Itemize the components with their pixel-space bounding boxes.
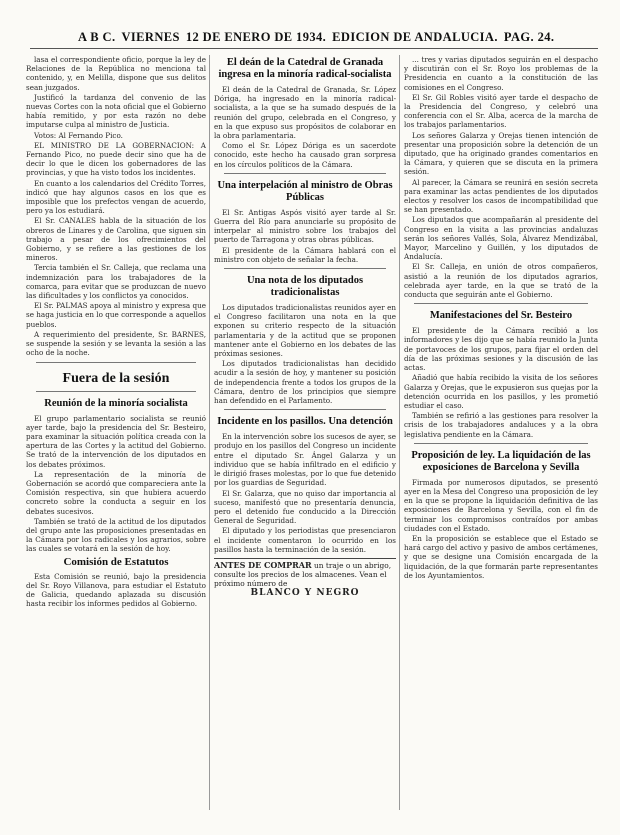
headline-nota-tradicionalistas: Una nota de los diputados tradicionalistas xyxy=(246,275,364,299)
article-paragraph: Tercia también el Sr. Calleja, que reclama una indemnización para los trabajadores de la comarca, para evitar que se produzcan de nuevo las dificultades y los conflictos ya conocidos. xyxy=(26,263,206,301)
article-paragraph: El Sr. CANALES habla de la situación de los obreros de Linares y de Carolina, que siguen sin trabajo a pesar de los ofrecimientos del Gobierno, y se refiere a las gestiones de los mineros. xyxy=(26,216,206,263)
section-rule xyxy=(224,409,386,410)
column-divider xyxy=(399,55,400,810)
article-paragraph: En la proposición se establece que el Estado se hará cargo del activo y pasivo de ambos certámenes, y que se designe una Comisión encargada de la liquidación, de la que formarán parte representantes de los Ayuntamientos. xyxy=(404,533,598,580)
article-paragraph: Firmada por numerosos diputados, se presentó ayer en la Mesa del Congreso una proposición de ley en la que se propone la liquidación definitiva de las exposiciones de Barcelona y Sevilla, con el fin de terminar los compromisos contraídos por ambas ciudades con el Estado. xyxy=(404,477,598,533)
advertisement xyxy=(214,558,396,598)
article-paragraph: El Sr. Calleja, en unión de otros compañeros, asistió a la reunión de los diputados agrarios, celebrada ayer tarde, en la que se trató de la conducta que seguirán ante el Gobierno. xyxy=(404,262,598,300)
masthead-day: VIERNES xyxy=(121,30,180,44)
article-paragraph: El diputado y los periodistas que presenciaron el incidente comentaron lo ocurrido en los pasillos hasta la terminación de la sesión. xyxy=(214,526,396,554)
column-divider xyxy=(209,55,210,810)
article-paragraph: Los diputados tradicionalistas reunidos ayer en el Congreso facilitaron una nota en la que exponen su criterio respecto de la situación parlamentaria y de la actitud que se proponen mantener ante el Gobierno en los debates de las próximas sesiones. xyxy=(214,303,396,359)
headline-comision-estatutos: Comisión de Estatutos xyxy=(63,555,169,568)
article-paragraph: ... tres y varias diputados seguirán en el despacho y discutirán con el Sr. Royo los problemas de la Presidencia en cuanto a la constitución de las comisiones en el Congreso. xyxy=(404,55,598,92)
paper-name: A B C. xyxy=(78,30,116,44)
column-middle xyxy=(214,55,396,815)
article-paragraph: Al parecer, la Cámara se reunirá en sesión secreta para examinar las actas pendientes de los diputados electos y resolver los casos de incompatibilidad que se han presentado. xyxy=(404,177,598,215)
article-paragraph: El presidente de la Cámara hablará con el ministro con objeto de señalar la fecha. xyxy=(214,245,396,264)
headline-incidente-pasillos: Incidente en los pasillos. Una detención xyxy=(217,416,393,428)
masthead xyxy=(78,30,598,45)
section-rule xyxy=(224,268,386,269)
headline-reunion-socialista: Reunión de la minoría socialista xyxy=(44,397,188,409)
article-paragraph: El deán de la Catedral de Granada, Sr. López Dóriga, ha ingresado en la minoría radical-socialista, a la que se ha sumado después de la reunión del grupo, celebrada en el Congreso, y en la que expuso sus propósitos de colaborar en la obra parlamentaria. xyxy=(214,85,396,141)
article-paragraph: El grupo parlamentario socialista se reunió ayer tarde, bajo la presidencia del Sr. Besteiro, para examinar la situación política creada con la apertura de las Cortes y la actitud del Gobierno. Se trató de la intervención de los diputados en los debates próximos. xyxy=(26,413,206,469)
section-rule xyxy=(414,303,588,304)
article-paragraph: EL MINISTRO DE LA GOBERNACION: A Fernando Pico, no puede decir sino que ha de decir lo que le dicen los gobernadores de las provincias, y que ha visto todos los incidentes. xyxy=(26,140,206,178)
article-paragraph: El Sr. Galarza, que no quiso dar importancia al suceso, manifestó que no presentaría denuncia, pero el detenido fue conducido a la Dirección General de Seguridad. xyxy=(214,488,396,526)
article-paragraph: El Sr. Antigas Aspós visitó ayer tarde al Sr. Guerra del Río para anunciarle su propósito de interpelar al ministro sobre los trabajos del puerto de Tarragona y otras obras públicas. xyxy=(214,207,396,245)
article-paragraph: Esta Comisión se reunió, bajo la presidencia del Sr. Royo Villanova, para estudiar el Estatuto de Galicia, quedando aplazada su discusión hasta recibir los informes pedidos al Gobierno. xyxy=(26,571,206,609)
column-left xyxy=(26,55,206,815)
headline-fuera-sesion: Fuera de la sesión xyxy=(62,370,170,386)
masthead-date: 12 DE ENERO DE 1934. xyxy=(185,30,327,44)
article-paragraph: El Sr. Gil Robles visitó ayer tarde el despacho de la Presidencia del Congreso, y celebró una conferencia con el Sr. Alba, acerca de la marcha de los trabajos parlamentarios. xyxy=(404,92,598,130)
article-paragraph: Votos: Al Fernando Pico. xyxy=(34,130,123,140)
ad-title: ANTES DE COMPRAR xyxy=(214,559,312,570)
headline-interpelacion: Una interpelación al ministro de Obras Públicas xyxy=(217,179,393,203)
headline-besteiro: Manifestaciones del Sr. Besteiro xyxy=(429,310,573,322)
article-paragraph: El Sr. PALMAS apoya al ministro y expresa que se haga justicia en lo que corresponde a aquellos pueblos. xyxy=(26,301,206,329)
article-paragraph: También se trató de la actitud de los diputados del grupo ante las proposiciones presentadas en la Cámara por los radicales y los agrarios, sobre las cuales se votará en la sesión de hoy. xyxy=(26,516,206,554)
section-rule xyxy=(224,173,386,174)
ad-body: un traje o un abrigo, consulte los precios de los almacenes. Vean el próximo número de xyxy=(214,560,392,589)
section-rule xyxy=(36,391,196,392)
article-paragraph: En cuanto a los calendarios del Crédito Torres, indicó que hay algunos casos en los que es imposible que los prefectos vengan de acuerdo, pero ya los estudiará. xyxy=(26,178,206,216)
column-right xyxy=(404,55,598,815)
article-paragraph: Los señores Galarza y Orejas tienen intención de presentar una proposición sobre la detención de un diputado, que ha originado grandes comentarios en la Cámara, y quieren que se discuta en la primera sesión. xyxy=(404,130,598,177)
article-paragraph: Como el Sr. López Dóriga es un sacerdote conocido, este hecho ha causado gran sorpresa en los círculos políticos de la Cámara. xyxy=(214,141,396,169)
article-paragraph: En la intervención sobre los sucesos de ayer, se produjo en los pasillos del Congreso un incidente entre el diputado Sr. Ángel Galarza y un individuo que se había infiltrado en el edificio y le dirigió frases molestas, por lo que fue detenido por los guardias de Seguridad. xyxy=(214,432,396,488)
masthead-edition: EDICION DE ANDALUCIA. xyxy=(332,30,498,44)
masthead-page: PAG. 24. xyxy=(503,30,555,44)
headline-dean-granada: El deán de la Catedral de Granada ingresa en la minoría radical-socialista xyxy=(218,57,392,80)
headline-proposicion-ley: Proposición de ley. La liquidación de las exposiciones de Barcelona y Sevilla xyxy=(411,449,591,473)
ad-brand: BLANCO Y NEGRO xyxy=(250,587,360,598)
article-paragraph: La representación de la minoría de Gobernación se acordó que compareciera ante la Comisión respectiva, sin que hubiera acuerdo concreto sobre la conducta a seguir en los debates sucesivos. xyxy=(26,469,206,516)
section-rule xyxy=(36,362,196,363)
article-paragraph: El presidente de la Cámara recibió a los informadores y les dijo que se había reunido la Junta de portavoces de los grupos, para fijar el orden del día de las próximas sesiones y la discusión de las actas. xyxy=(404,326,598,373)
masthead-rule xyxy=(30,48,598,49)
article-paragraph: Los diputados tradicionalistas han decidido acudir a la sesión de hoy, y mantener su posición de independencia frente a todos los grupos de la Cámara, dentro de los principios que siempre han defendido en el Parlamento. xyxy=(214,359,396,406)
article-paragraph: Justificó la tardanza del convenio de las nuevas Cortes con la nota oficial que el Gobierno había remitido, y por esta razón no debe imputarse culpa al ministro de Justicia. xyxy=(26,92,206,130)
article-paragraph: lasa el correspondiente oficio, porque la ley de Relaciones de la República no menciona tal contenido, y, en Melilla, dispone que sus delitos sean juzgados. xyxy=(26,55,206,92)
article-paragraph: Añadió que había recibido la visita de los señores Galarza y Orejas, que le expusieron sus quejas por la detención ocurrida en los pasillos, y les prometió estudiar el caso. xyxy=(404,373,598,410)
article-paragraph: Los diputados que acompañarán al presidente del Congreso en la visita a las provincias andaluzas serán los señores Vallés, Sola, Álvarez Mendizábal, Mayor, Marcelino y Guillén, y los diputados de Andalucía. xyxy=(404,215,598,262)
article-paragraph: También se refirió a las gestiones para resolver la crisis de los trabajadores andaluces y a la obra legislativa pendiente en la Cámara. xyxy=(404,411,598,439)
section-rule xyxy=(414,443,588,444)
article-paragraph: A requerimiento del presidente, Sr. BARNES, se suspende la sesión y se levanta la sesión a las ocho de la noche. xyxy=(26,329,206,358)
